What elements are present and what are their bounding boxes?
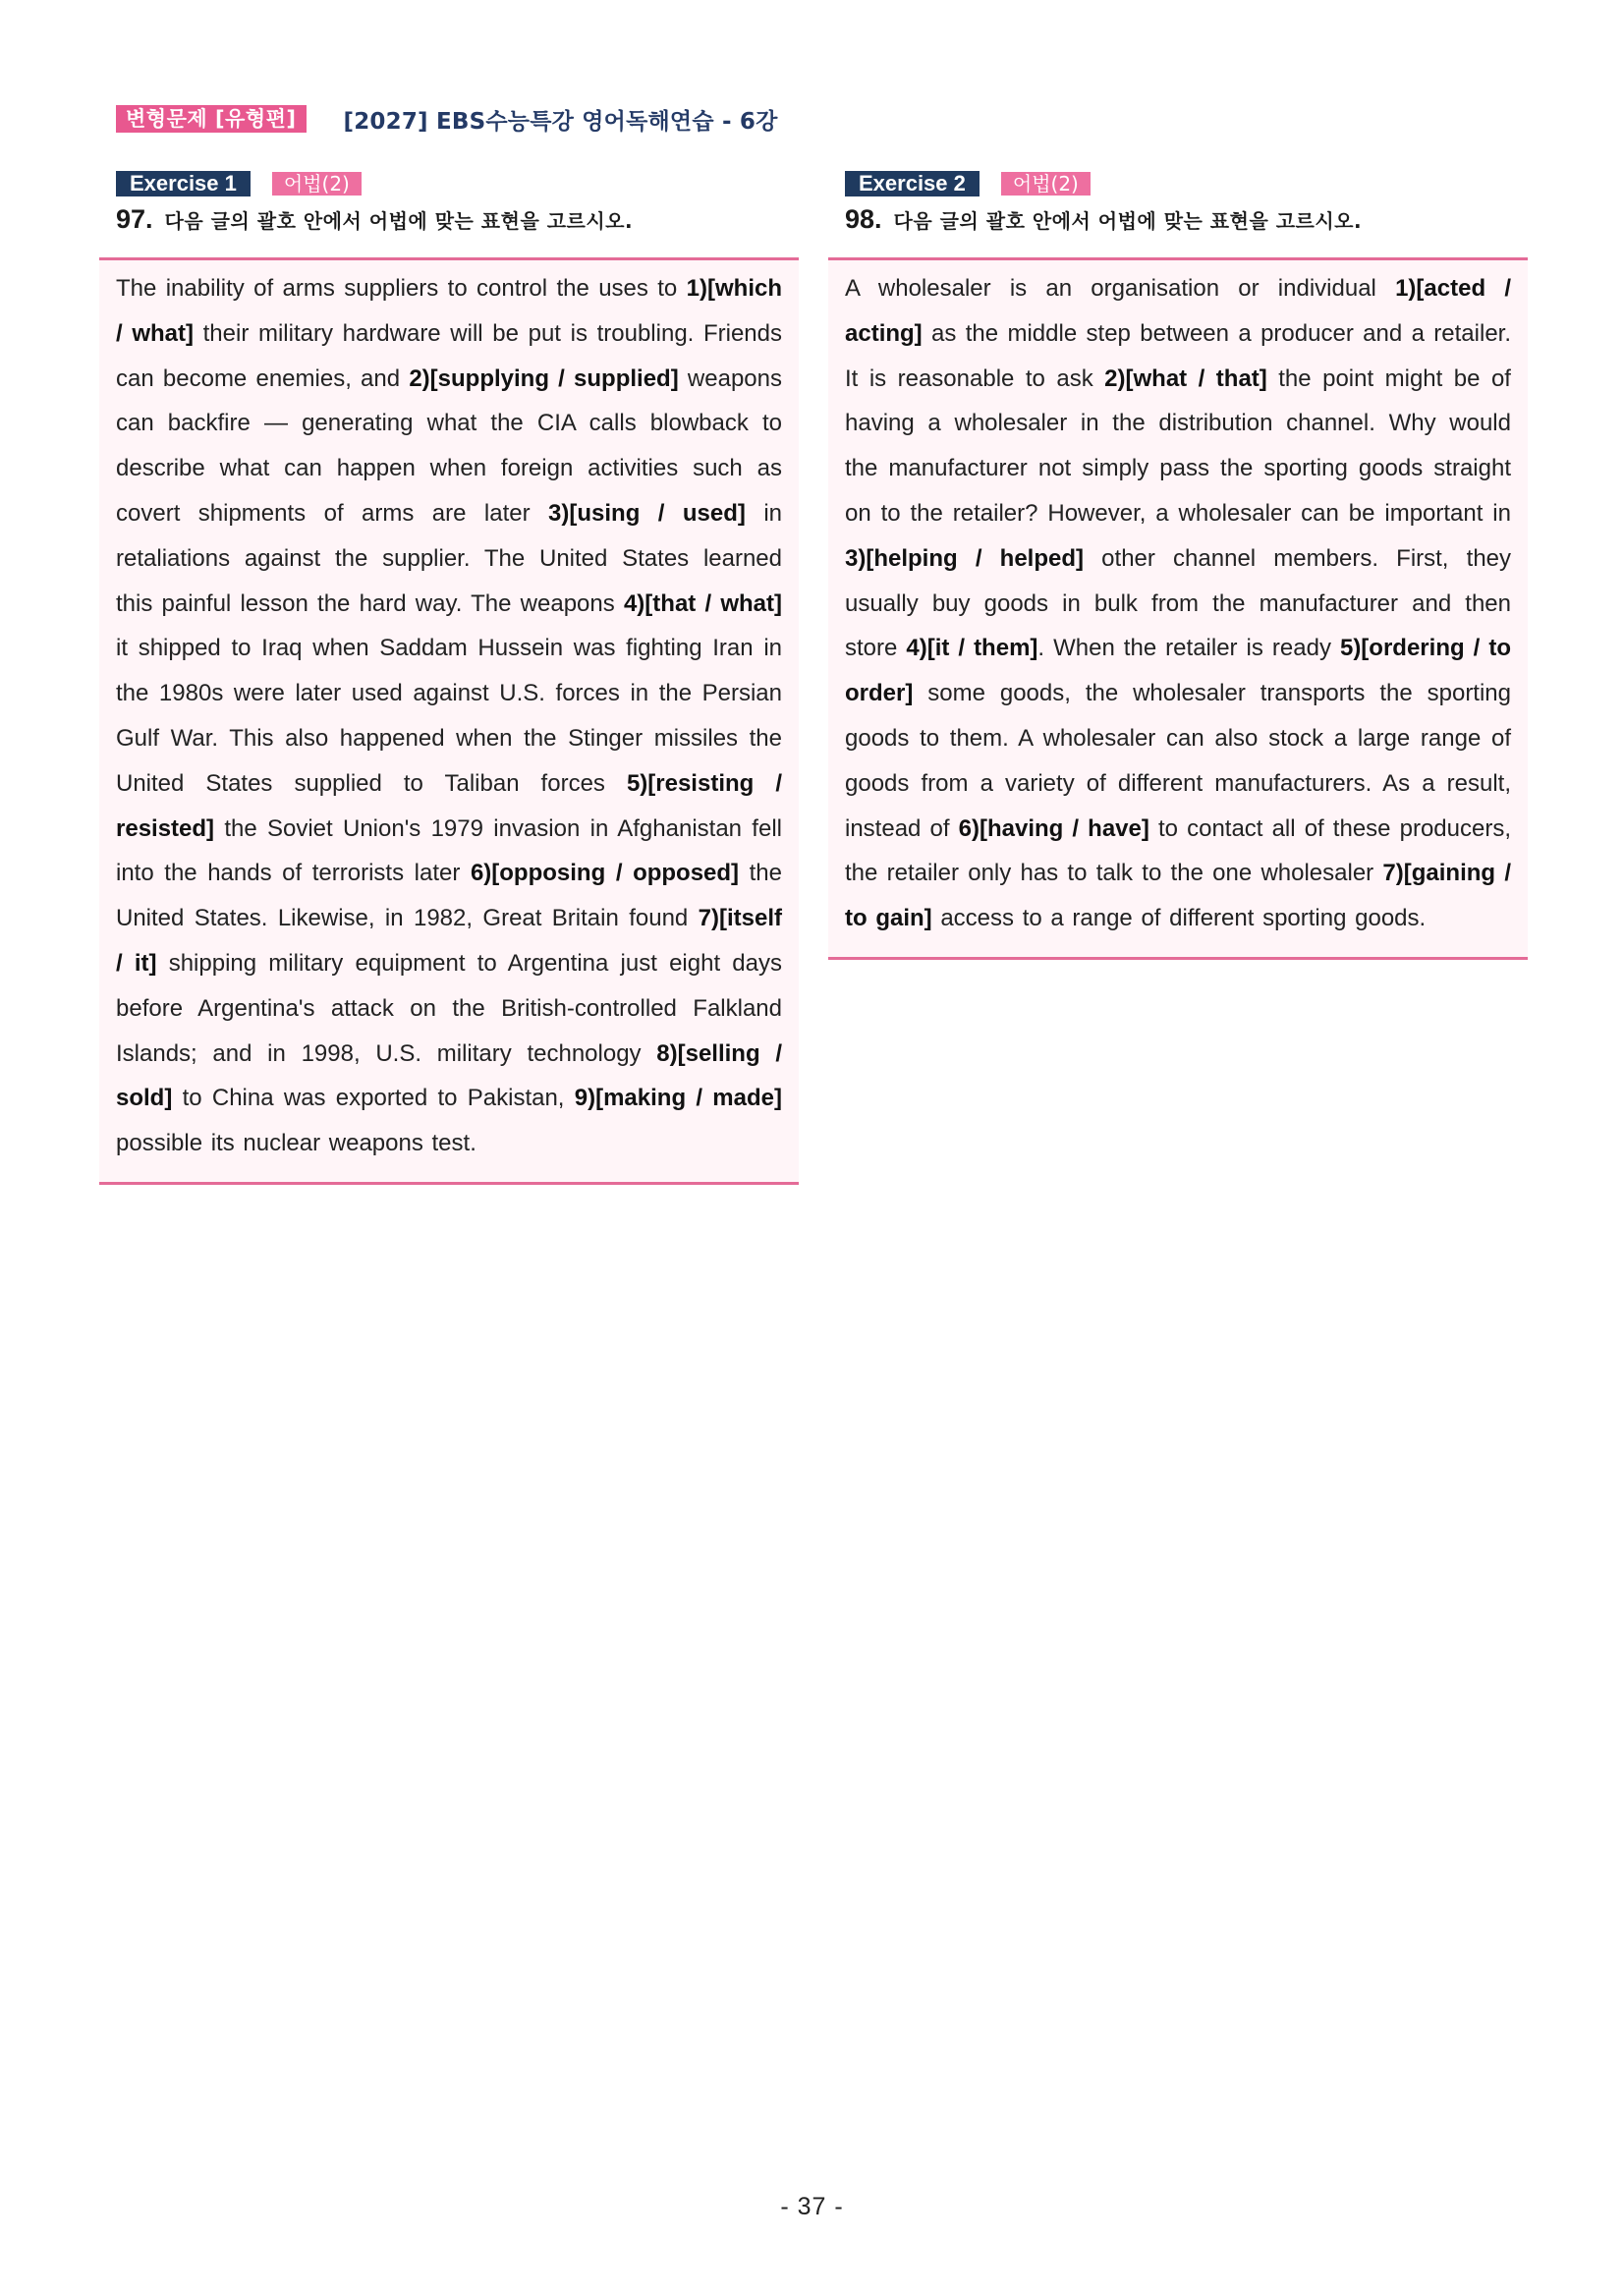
question-number: 98. <box>845 204 882 234</box>
passage-segment: other channel members. First, they usually buy goods in bulk from the manufacturer and then store <box>845 544 1512 662</box>
document-title: [2027] EBS수능특강 영어독해연습 - 6강 <box>343 108 778 135</box>
answer-choice: 2)[what / that] <box>1104 364 1267 392</box>
exercise-column-2 <box>828 171 1528 960</box>
exercise-tags <box>845 171 1528 196</box>
passage-segment: A wholesaler is an organisation or individual <box>845 275 1396 302</box>
passage-segment: their military hardware will be put is troubling. Friends can become enemies, and <box>116 319 782 392</box>
passage-segment: access to a range of different sporting goods. <box>931 905 1427 932</box>
passage-segment: . When the retailer is ready <box>1037 635 1340 662</box>
exercise-label: Exercise 2 <box>845 171 980 196</box>
passage-text <box>845 266 1511 941</box>
passage-segment: to China was exported to Pakistan, <box>172 1085 575 1112</box>
passage-segment: the point might be of having a wholesaler in the distribution channel. Why would the manufacturer not simply pass the sporting goods straight on to the retailer? However, a wholesaler can be important in <box>845 364 1511 527</box>
page-number: - 37 - <box>780 2193 844 2220</box>
passage-segment: shipping military equipment to Argentina just eight days before Argentina's attack on the British-controlled Falkland Islands; and in 1998, U.S. military technology <box>116 949 782 1067</box>
question-instruction: 다음 글의 괄호 안에서 어법에 맞는 표현을 고르시오. <box>893 209 1363 233</box>
passage-segment: the United States. Likewise, in 1982, Great Britain found <box>116 860 782 932</box>
passage-segment: in retaliations against the supplier. The United States learned this painful lesson the hard way. The weapons <box>116 499 782 617</box>
question-line <box>845 204 1528 238</box>
answer-choice: 3)[using / used] <box>548 499 746 527</box>
passage-text <box>116 266 782 1166</box>
page-header <box>116 104 778 134</box>
exercise-column-1 <box>99 171 799 1185</box>
section-badge: 변형문제 [유형편] <box>116 105 307 133</box>
passage-segment: possible its nuclear weapons test. <box>116 1130 476 1157</box>
answer-choice: 9)[making / made] <box>574 1085 782 1112</box>
question-number: 97. <box>116 204 153 234</box>
exercise-label: Exercise 1 <box>116 171 251 196</box>
answer-choice: 8)[selling / sold] <box>116 1039 782 1112</box>
passage-segment: The inability of arms suppliers to control the uses to <box>116 275 687 302</box>
passage-segment: weapons can backfire — generating what the CIA calls blowback to describe what can happen when foreign activities such as covert shipments of arms are later <box>116 364 782 527</box>
passage-box <box>828 257 1528 960</box>
category-label: 어법(2) <box>1001 172 1091 196</box>
answer-choice: 1)[acted / acting] <box>845 275 1511 347</box>
answer-choice: 5)[resisting / resisted] <box>116 769 782 842</box>
answer-choice: 5)[ordering / to order] <box>845 635 1511 707</box>
passage-segment: to contact all of these producers, the retailer only has to talk to the one wholesaler <box>845 814 1512 887</box>
answer-choice: 7)[itself / it] <box>116 905 782 977</box>
category-label: 어법(2) <box>272 172 362 196</box>
question-instruction: 다음 글의 괄호 안에서 어법에 맞는 표현을 고르시오. <box>164 209 634 233</box>
question-line <box>116 204 799 238</box>
passage-box <box>99 257 799 1185</box>
passage-segment: as the middle step between a producer and a retailer. It is reasonable to ask <box>845 319 1511 392</box>
exercise-tags <box>116 171 799 196</box>
passage-segment: it shipped to Iraq when Saddam Hussein was fighting Iran in the 1980s were later used against U.S. forces in the Persian Gulf War. This also happened when the Stinger missiles the United States supplied to Taliban forces <box>116 635 782 797</box>
answer-choice: 4)[that / what] <box>623 589 782 617</box>
answer-choice: 3)[helping / helped] <box>845 544 1085 572</box>
answer-choice: 6)[opposing / opposed] <box>470 860 740 887</box>
answer-choice: 2)[supplying / supplied] <box>409 364 679 392</box>
passage-segment: the Soviet Union's 1979 invasion in Afghanistan fell into the hands of terrorists later <box>116 814 782 887</box>
answer-choice: 4)[it / them] <box>906 635 1038 662</box>
answer-choice: 7)[gaining / to gain] <box>845 860 1511 932</box>
answer-choice: 1)[which / what] <box>116 275 782 347</box>
passage-segment: some goods, the wholesaler transports the sporting goods to them. A wholesaler can also stock a large range of goods from a variety of different manufacturers. As a result, instead of <box>845 680 1511 842</box>
answer-choice: 6)[having / have] <box>958 814 1149 842</box>
